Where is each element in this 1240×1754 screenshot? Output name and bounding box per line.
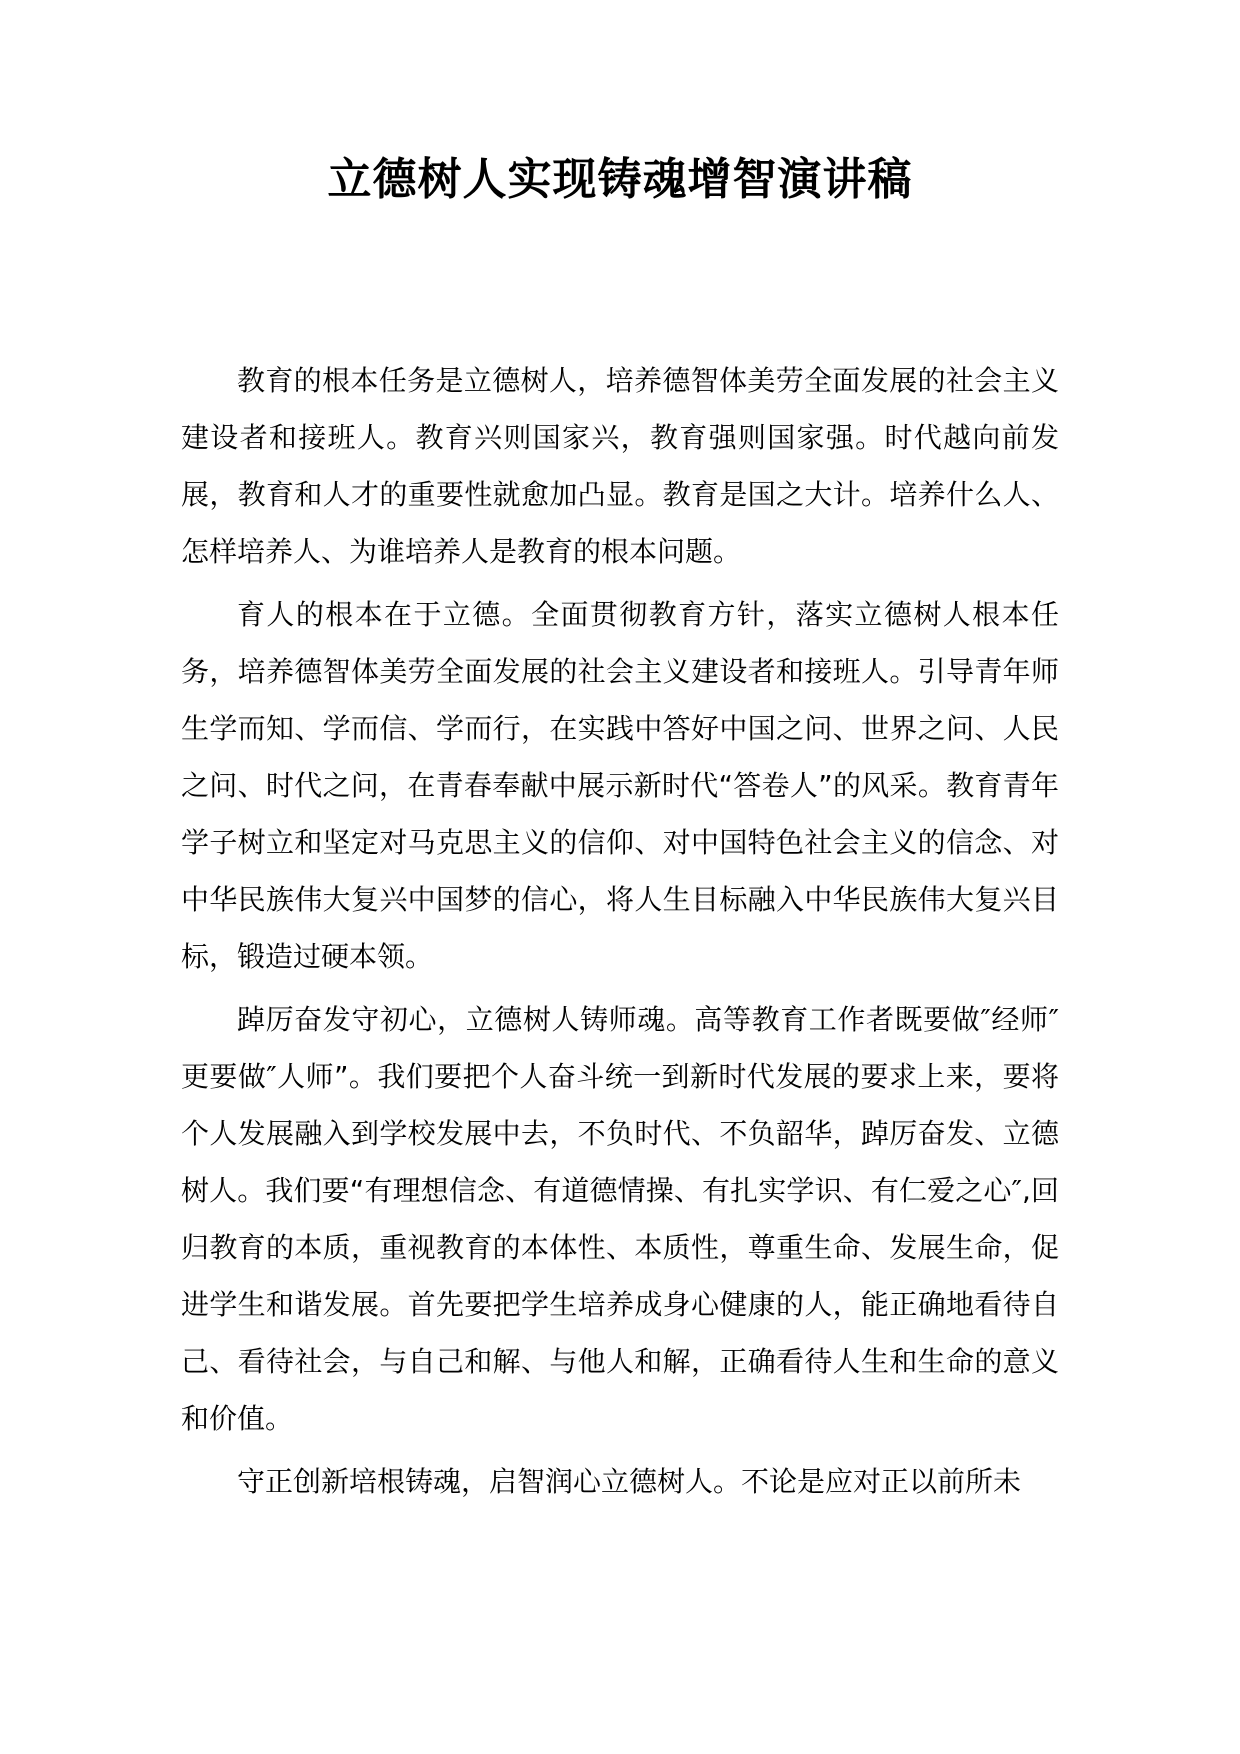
- paragraph-4: 守正创新培根铸魂，启智润心立德树人。不论是应对正以前所未: [237, 1465, 1022, 1498]
- paragraph-2: 育人的根本在于立德。全面贯彻教育方针，落实立德树人根本任务，培养德智体美劳全面发展的社会主义建设者和接班人。引导青年师生学而知、学而信、学而行，在实践中答好中国之问、世界之问、人民之问、时代之问，在青春奉献中展示新时代“答卷人”的风采。教育青年学子树立和坚定对马克思主义的信仰、对中国特色社会主义的信念、对中华民族伟大复兴中国梦的信心，将人生目标融入中华民族伟大复兴目标，锻造过硬本领。: [181, 598, 1059, 973]
- document-title: 立德树人实现铸魂增智演讲稿: [327, 154, 913, 205]
- paragraph-1: 教育的根本任务是立德树人，培养德智体美劳全面发展的社会主义建设者和接班人。教育兴则国家兴，教育强则国家强。时代越向前发展，教育和人才的重要性就愈加凸显。教育是国之大计。培养什么人、怎样培养人、为谁培养人是教育的根本问题。: [181, 364, 1059, 568]
- paragraph-3: 踔厉奋发守初心，立德树人铸师魂。高等教育工作者既要做″经师″更要做″人师”。我们要把个人奋斗统一到新时代发展的要求上来，要将个人发展融入到学校发展中去，不负时代、不负韶华，踔厉奋发、立德树人。我们要“有理想信念、有道德情操、有扎实学识、有仁爱之心″,回归教育的本质，重视教育的本体性、本质性，尊重生命、发展生命，促进学生和谐发展。首先要把学生培养成身心健康的人，能正确地看待自己、看待社会，与自己和解、与他人和解，正确看待人生和生命的意义和价值。: [181, 1003, 1059, 1435]
- document-body: [181, 352, 1059, 1516]
